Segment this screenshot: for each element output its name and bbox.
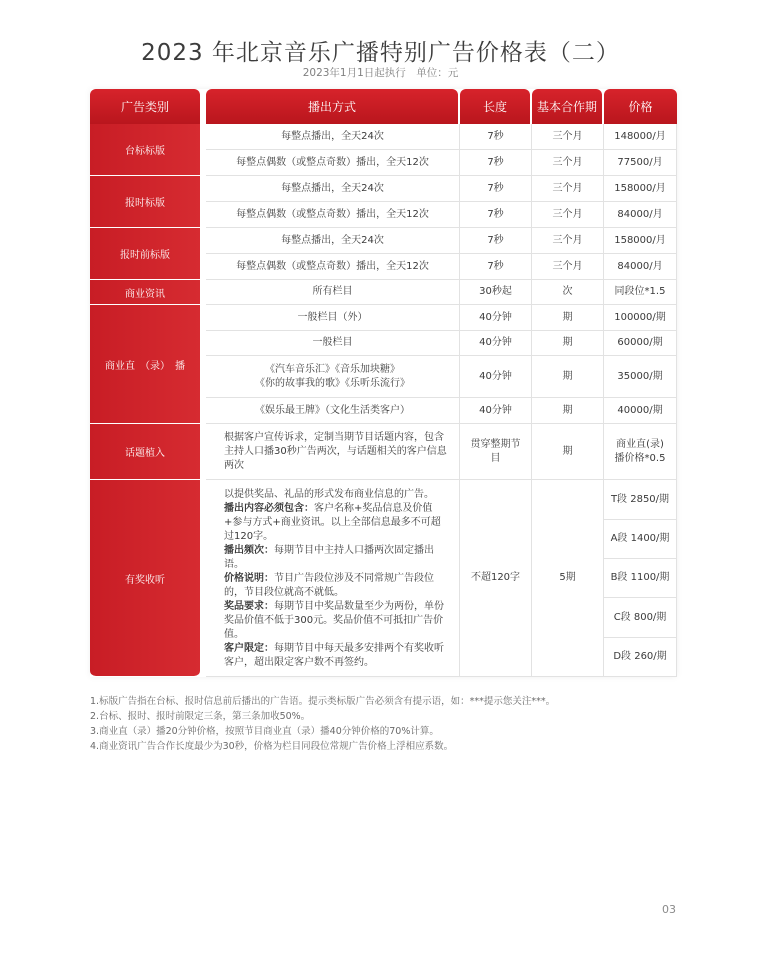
prize-price-text: 节目广告段位涉及不同常规广告段位的，节目段位就高不就低。 bbox=[224, 573, 434, 598]
prize-content bbox=[224, 502, 446, 544]
table-row-3-price: 84000/月 bbox=[604, 202, 677, 228]
table-row-1-length: 7秒 bbox=[460, 150, 532, 176]
prize-freq bbox=[224, 544, 446, 572]
table-row-8-method: 一般栏目 bbox=[206, 331, 460, 356]
header-period: 基本合作期 bbox=[532, 89, 602, 124]
table-row-7-period: 期 bbox=[532, 305, 604, 331]
table-row-7-method: 一般栏目（外） bbox=[206, 305, 460, 331]
prize-client-text: 每期节目中每天最多安排两个有奖收听客户，超出限定客户数不再签约。 bbox=[224, 643, 444, 668]
table-row-0-price: 148000/月 bbox=[604, 124, 677, 150]
prize-intro: 以提供奖品、礼品的形式发布商业信息的广告。 bbox=[224, 489, 434, 500]
table-row-1-price: 77500/月 bbox=[604, 150, 677, 176]
prize-client bbox=[224, 642, 446, 670]
header-length: 长度 bbox=[460, 89, 530, 124]
page-subtitle: 2023年1月1日起执行 单位：元 bbox=[302, 67, 459, 79]
table-row-2-method: 每整点播出，全天24次 bbox=[206, 176, 460, 202]
page-number: 03 bbox=[662, 903, 676, 916]
prize-client-label: 客户限定： bbox=[224, 643, 274, 654]
prize-content-text: 客户名称+奖品信息及价值+参与方式+商业资讯。以上全部信息最多不可超过120字。 bbox=[224, 503, 441, 542]
table-row-5-price: 84000/月 bbox=[604, 254, 677, 280]
table-row-1-method: 每整点偶数（或整点奇数）播出，全天12次 bbox=[206, 150, 460, 176]
table-row-0-method: 每整点播出，全天24次 bbox=[206, 124, 460, 150]
table-row-4-length: 7秒 bbox=[460, 228, 532, 254]
category-huati: 话题植入 bbox=[90, 424, 200, 480]
table-row-8-price: 60000/期 bbox=[604, 331, 677, 356]
header-method: 播出方式 bbox=[206, 89, 458, 124]
price-table bbox=[90, 89, 677, 677]
category-shangye-zixun: 商业资讯 bbox=[90, 280, 200, 305]
table-row-2-period: 三个月 bbox=[532, 176, 604, 202]
table-row-6-period: 次 bbox=[532, 280, 604, 305]
table-row-3-period: 三个月 bbox=[532, 202, 604, 228]
prize-requirement bbox=[224, 600, 446, 642]
table-row-8-period: 期 bbox=[532, 331, 604, 356]
prize-description bbox=[224, 488, 446, 670]
table-row-2-price: 158000/月 bbox=[604, 176, 677, 202]
prize-content-label: 播出内容必须包含： bbox=[224, 503, 314, 514]
category-baoshiqian: 报时前标版 bbox=[90, 228, 200, 280]
category-taibiao: 台标标版 bbox=[90, 124, 200, 176]
prize-tier-c: C段 800/期 bbox=[604, 598, 677, 638]
prize-tier-b: B段 1100/期 bbox=[604, 559, 677, 598]
table-row-10-length: 40分钟 bbox=[460, 398, 532, 424]
table-row-2-length: 7秒 bbox=[460, 176, 532, 202]
category-zhibo: 商业直 （录） 播 bbox=[90, 305, 200, 424]
footnote-2: 2.台标、报时、报时前限定三条，第三条加收50%。 bbox=[90, 711, 311, 722]
table-row-3-length: 7秒 bbox=[460, 202, 532, 228]
table-row-0-length: 7秒 bbox=[460, 124, 532, 150]
table-row-4-method: 每整点播出，全天24次 bbox=[206, 228, 460, 254]
table-row-10-period: 期 bbox=[532, 398, 604, 424]
prize-tier-t: T段 2850/期 bbox=[604, 480, 677, 520]
table-row-3-method: 每整点偶数（或整点奇数）播出，全天12次 bbox=[206, 202, 460, 228]
table-row-9-length: 40分钟 bbox=[460, 356, 532, 398]
table-row-7-price: 100000/期 bbox=[604, 305, 677, 331]
table-row-10-price: 40000/期 bbox=[604, 398, 677, 424]
table-row-0-period: 三个月 bbox=[532, 124, 604, 150]
footnote-1: 1.标版广告指在台标、报时信息前后播出的广告语。提示类标版广告必须含有提示语，如：***提示您关注***。 bbox=[90, 696, 556, 707]
table-row-8-length: 40分钟 bbox=[460, 331, 532, 356]
prize-requirement-label: 奖品要求： bbox=[224, 601, 274, 612]
table-row-5-period: 三个月 bbox=[532, 254, 604, 280]
prize-price-label: 价格说明： bbox=[224, 573, 274, 584]
table-row-9-period: 期 bbox=[532, 356, 604, 398]
category-youjiang: 有奖收听 bbox=[90, 480, 200, 677]
footnotes bbox=[90, 694, 555, 754]
category-baoshi: 报时标版 bbox=[90, 176, 200, 228]
prize-length: 不超120字 bbox=[460, 480, 532, 677]
prize-tier-d: D段 260/期 bbox=[604, 638, 677, 677]
prize-price bbox=[224, 572, 446, 600]
table-row-7-length: 40分钟 bbox=[460, 305, 532, 331]
table-row-9-price: 35000/期 bbox=[604, 356, 677, 398]
table-row-4-price: 158000/月 bbox=[604, 228, 677, 254]
footnote-4: 4.商业资讯广告合作长度最少为30秒，价格为栏目同段位常规广告价格上浮相应系数。 bbox=[90, 741, 454, 752]
page-title: 2023 年北京音乐广播特别广告价格表（二） bbox=[141, 40, 620, 66]
table-row-6-method: 所有栏目 bbox=[206, 280, 460, 305]
prize-tier-a: A段 1400/期 bbox=[604, 520, 677, 559]
header-category: 广告类别 bbox=[90, 89, 200, 124]
header-price: 价格 bbox=[604, 89, 677, 124]
table-row-4-period: 三个月 bbox=[532, 228, 604, 254]
table-row-9-method-line1: 《汽车音乐汇》《音乐加块糖》 bbox=[265, 363, 400, 375]
footnote-3: 3.商业直（录）播20分钟价格，按照节目商业直（录）播40分钟价格的70%计算。 bbox=[90, 726, 439, 737]
table-row-11-length: 贯穿整期节目 bbox=[460, 424, 532, 480]
table-row-11-method: 根据客户宣传诉求，定制当期节目话题内容，包含主持人口播30秒广告两次，与话题相关的客户信息两次 bbox=[206, 424, 460, 480]
prize-period: 5期 bbox=[532, 480, 604, 677]
table-row-6-length: 30秒起 bbox=[460, 280, 532, 305]
table-row-9-method bbox=[206, 356, 460, 398]
table-row-5-length: 7秒 bbox=[460, 254, 532, 280]
prize-freq-label: 播出频次： bbox=[224, 545, 274, 556]
table-row-5-method: 每整点偶数（或整点奇数）播出，全天12次 bbox=[206, 254, 460, 280]
table-row-6-price: 同段位*1.5 bbox=[604, 280, 677, 305]
table-row-11-price: 商业直(录)播价格*0.5 bbox=[604, 424, 677, 480]
prize-requirement-text: 每期节目中奖品数量至少为两份，单份奖品价值不低于300元。奖品价值不可抵扣广告价值。 bbox=[224, 601, 444, 640]
table-row-1-period: 三个月 bbox=[532, 150, 604, 176]
prize-freq-text: 每期节目中主持人口播两次固定播出语。 bbox=[224, 545, 434, 570]
table-row-10-method: 《娱乐最王牌》（文化生活类客户） bbox=[206, 398, 460, 424]
table-row-11-period: 期 bbox=[532, 424, 604, 480]
table-row-9-method-line2: 《你的故事我的歌》《乐听乐流行》 bbox=[255, 377, 410, 389]
